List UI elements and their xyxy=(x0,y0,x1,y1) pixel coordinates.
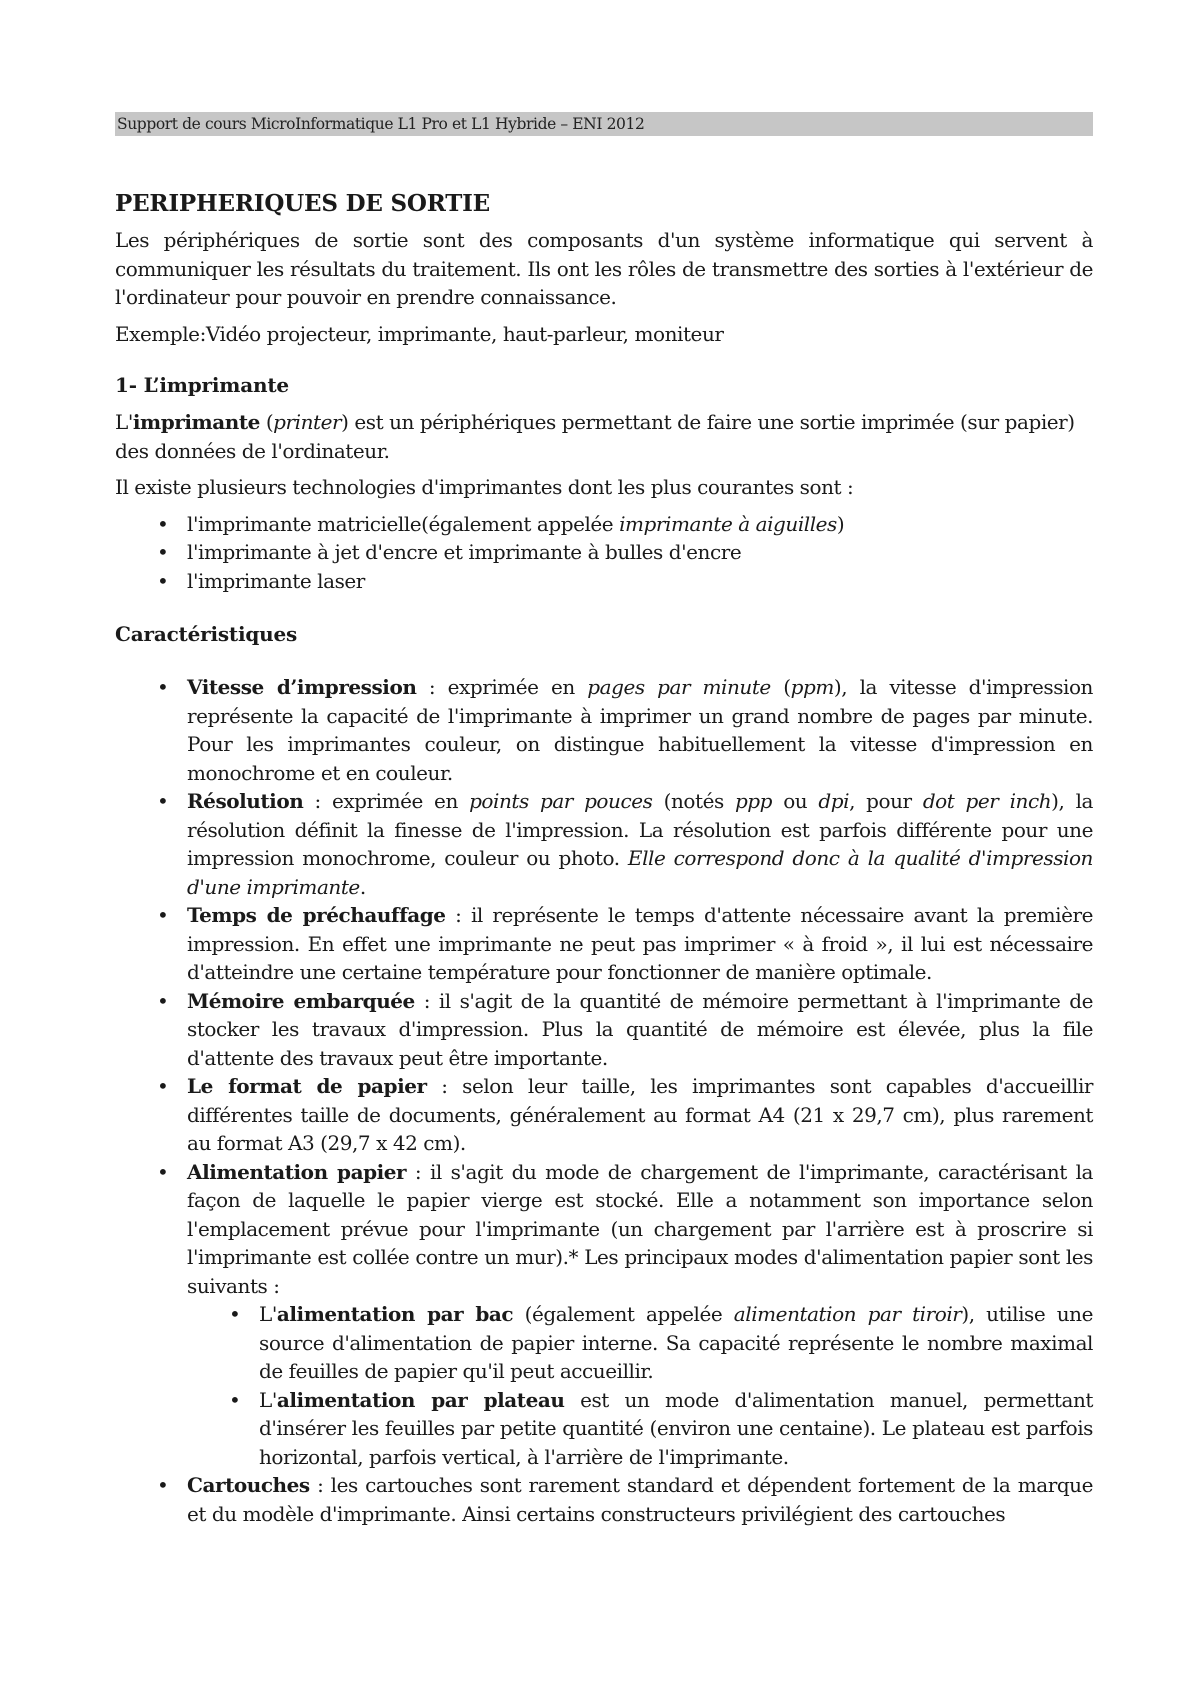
printer-heading: 1- L’imprimante xyxy=(115,373,289,397)
example-paragraph: Exemple:Vidéo projecteur, imprimante, haut-parleur, moniteur xyxy=(115,321,724,346)
list-item-plate: • L'alimentation par plateau est un mode d'alimentation manuel, permettant d'insérer les feuilles par petite quantité (environ une centaine). Le plateau est parfois horizontal, parfois vertical, à l'arrière de l'imprimante. xyxy=(229,1386,1093,1472)
intro-paragraph: Les périphériques de sortie sont des composants d'un système informatique qui servent à communiquer les résultats du traitement. Ils ont les rôles de transmettre des sorties à l'extérieur de l'ordinateur pour pouvoir en prendre connaissance. xyxy=(115,228,1093,309)
list-item: • l'imprimante laser xyxy=(157,567,1093,596)
list-item-memory: • Mémoire embarquée : il s'agit de la quantité de mémoire permettant à l'imprimante de stocker les travaux d'impression. Plus la quantité de mémoire est élevée, plus la file d'attente des travaux peut être importante. xyxy=(157,987,1093,1073)
list-item-format: • Le format de papier : selon leur taille, les imprimantes sont capables d'accueillir différentes taille de documents, généralement au format A4 (21 x 29,7 cm), plus rarement au format A3 (29,7 x 42 cm). xyxy=(157,1072,1093,1158)
printer-definition: L'imprimante (printer) est un périphériques permettant de faire une sortie imprimée (sur papier) des données de l'ordinateur. xyxy=(115,410,1075,463)
technologies-intro: Il existe plusieurs technologies d'imprimantes dont les plus courantes sont : xyxy=(115,475,854,499)
feed-modes-list xyxy=(229,1300,1093,1471)
characteristics-list xyxy=(157,673,1093,1528)
section-title: PERIPHERIQUES DE SORTIE xyxy=(115,190,491,217)
technology-list xyxy=(157,510,1093,596)
list-item-tray: • L'alimentation par bac (également appelée alimentation par tiroir), utilise une source d'alimentation de papier interne. Sa capacité représente le nombre maximal de feuilles de papier qu'il peut accueillir. xyxy=(229,1300,1093,1386)
document-body xyxy=(115,188,1093,1528)
list-item-resolution: • Résolution : exprimée en points par pouces (notés ppp ou dpi, pour dot per inch), la résolution définit la finesse de l'impression. La résolution est parfois différente pour une impression monochrome, couleur ou photo. Elle correspond donc à la qualité d'impression d'une imprimante. xyxy=(157,787,1093,901)
running-header: Support de cours MicroInformatique L1 Pro et L1 Hybride – ENI 2012 xyxy=(115,112,1093,136)
list-item-feed: • Alimentation papier : il s'agit du mode de chargement de l'imprimante, caractérisant la façon de laquelle le papier vierge est stocké. Elle a notamment son importance selon l'emplacement prévue pour l'imprimante (un chargement par l'arrière est à proscrire si l'imprimante est collée contre un mur).* Les principaux modes d'alimentation papier sont les suivants : • L'alimentation par bac (également appelée alimentation par tiroir), utilise une source d'alimentation de papier interne. Sa capacité représente le nombre maximal de feuilles de papier qu'il peut accueillir. • L'alimentation par plateau est un mode d'alimentation manuel, permettant d'insérer les feuilles par petite quantité (environ une centaine). Le plateau est parfois horizontal, parfois vertical, à l'arrière de l'imprimante. xyxy=(157,1158,1093,1472)
list-item: • l'imprimante à jet d'encre et imprimante à bulles d'encre xyxy=(157,538,1093,567)
list-item-preheat: • Temps de préchauffage : il représente le temps d'attente nécessaire avant la première impression. En effet une imprimante ne peut pas imprimer « à froid », il lui est nécessaire d'atteindre une certaine température pour fonctionner de manière optimale. xyxy=(157,901,1093,987)
characteristics-heading: Caractéristiques xyxy=(115,622,298,646)
list-item: • l'imprimante matricielle(également appelée imprimante à aiguilles) xyxy=(157,510,1093,539)
list-item-cartridges: • Cartouches : les cartouches sont rarement standard et dépendent fortement de la marque et du modèle d'imprimante. Ainsi certains constructeurs privilégient des cartouches xyxy=(157,1471,1093,1528)
list-item-speed: • Vitesse d’impression : exprimée en pages par minute (ppm), la vitesse d'impression représente la capacité de l'imprimante à imprimer un grand nombre de pages par minute. Pour les imprimantes couleur, on distingue habituellement la vitesse d'impression en monochrome et en couleur. xyxy=(157,673,1093,787)
